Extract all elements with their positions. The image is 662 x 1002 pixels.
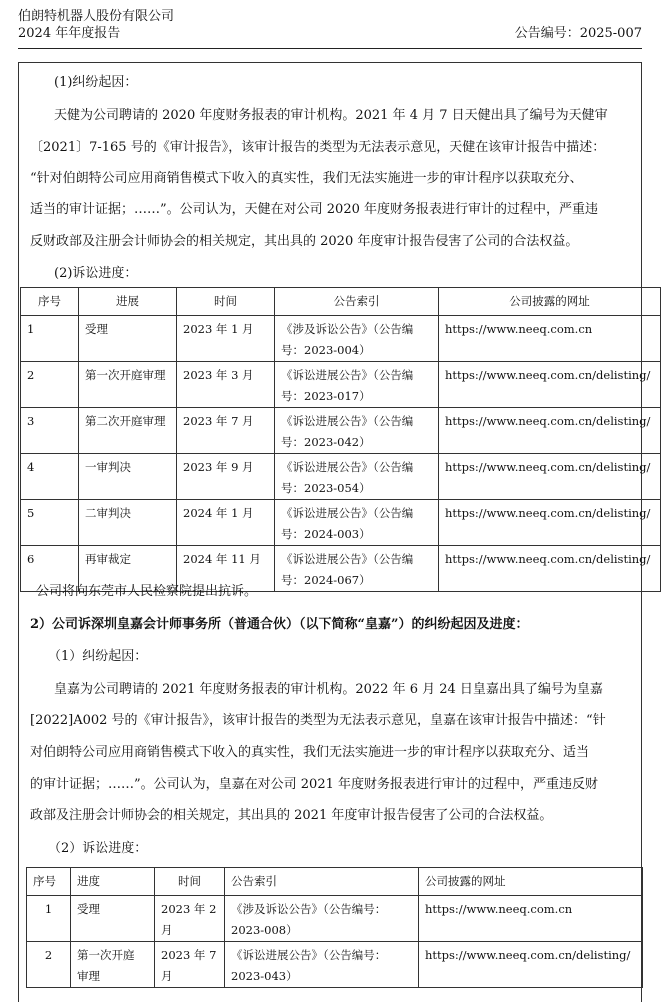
litigation-table-2	[26, 867, 643, 988]
cell-date: 2024 年 11 月	[177, 546, 275, 592]
table-row	[21, 454, 661, 500]
ref-line: 《诉讼进展公告》（公告编	[281, 552, 414, 566]
section2-origin-line: 对伯朗特公司应用商销售模式下收入的真实性，我们无法实施进一步的审计程序以获取充分、适当	[30, 745, 590, 760]
column-header: 公司披露的网址	[439, 288, 661, 316]
cell-no: 5	[21, 500, 79, 546]
cell-url[interactable]: https://www.neeq.com.cn/delisting/	[439, 500, 661, 546]
column-header: 公告索引	[225, 868, 419, 896]
cell-announcement-ref	[275, 362, 439, 408]
ref-line: 2023-043）	[231, 969, 298, 983]
cell-no: 2	[27, 942, 71, 988]
cell-stage: 受理	[79, 316, 177, 362]
column-header: 公告索引	[275, 288, 439, 316]
cell-url[interactable]: https://www.neeq.com.cn	[439, 316, 661, 362]
column-header: 进度	[71, 868, 155, 896]
date-line: 2023 年 2	[161, 902, 217, 916]
date-line: 月	[161, 923, 173, 937]
section1-origin-line: 适当的审计证据；……”。公司认为，天健在对公司 2020 年度财务报表进行审计的过程中，严重违	[30, 202, 598, 217]
cell-date: 2024 年 1 月	[177, 500, 275, 546]
ref-line: 《涉及诉讼公告》（公告编号：	[231, 902, 387, 916]
section1-origin-heading: (1)纠纷起因：	[54, 75, 138, 90]
ref-line: 号：2024-067）	[281, 573, 371, 587]
section2-origin-heading: （1）纠纷起因：	[48, 649, 148, 664]
column-header: 公司披露的网址	[419, 868, 643, 896]
cell-no: 2	[21, 362, 79, 408]
cell-url[interactable]: https://www.neeq.com.cn/delisting/	[439, 454, 661, 500]
section1-origin-line: “针对伯朗特公司应用商销售模式下收入的真实性，我们无法实施进一步的审计程序以获取充分、	[30, 171, 583, 186]
cell-date: 2023 年 1 月	[177, 316, 275, 362]
ref-line: 《诉讼进展公告》（公告编号：	[231, 948, 387, 962]
column-header: 时间	[155, 868, 225, 896]
table-header-row	[27, 868, 643, 896]
ref-line: 《诉讼进展公告》（公告编	[281, 414, 414, 428]
cell-url[interactable]: https://www.neeq.com.cn/delisting/	[439, 362, 661, 408]
section1-progress-heading: (2)诉讼进度：	[54, 266, 138, 281]
cell-announcement-ref	[275, 546, 439, 592]
table-row	[21, 408, 661, 454]
cell-no: 6	[21, 546, 79, 592]
table-header-row	[21, 288, 661, 316]
section2-origin-line: [2022]A002 号的《审计报告》，该审计报告的类型为无法表示意见，皇嘉在该审计报告中描述：“针	[30, 713, 606, 728]
ref-line: 《诉讼进展公告》（公告编	[281, 368, 414, 382]
section1-origin-line: 〔2021〕7-165 号的《审计报告》，该审计报告的类型为无法表示意见，天健在该审计报告中描述：	[30, 140, 606, 155]
cell-url[interactable]: https://www.neeq.com.cn/delisting/	[439, 408, 661, 454]
ref-line: 号：2023-042）	[281, 435, 371, 449]
section2-origin-line: 的审计证据；……”。公司认为，皇嘉在对公司 2021 年度财务报表进行审计的过程中，严重违反财	[30, 777, 598, 792]
section2-origin-line: 政部及注册会计师协会的相关规定，其出具的 2021 年度审计报告侵害了公司的合法权益。	[30, 808, 553, 823]
ref-line: 号：2024-003）	[281, 527, 371, 541]
section1-origin-line: 反财政部及注册会计师协会的相关规定，其出具的 2020 年度审计报告侵害了公司的合法权益。	[30, 234, 579, 249]
table-row	[27, 896, 643, 942]
cell-date: 2023 年 7 月	[177, 408, 275, 454]
cell-url[interactable]: https://www.neeq.com.cn/delisting/	[439, 546, 661, 592]
cell-url[interactable]: https://www.neeq.com.cn	[419, 896, 643, 942]
page-header	[18, 8, 642, 42]
cell-no: 1	[21, 316, 79, 362]
cell-date	[155, 896, 225, 942]
cell-announcement-ref	[275, 500, 439, 546]
column-header: 序号	[27, 868, 71, 896]
date-line: 2023 年 7	[161, 948, 217, 962]
cell-no: 3	[21, 408, 79, 454]
ref-line: 号：2023-004）	[281, 343, 371, 357]
ref-line: 2023-008）	[231, 923, 298, 937]
ref-line: 号：2023-017）	[281, 389, 371, 403]
ref-line: 《涉及诉讼公告》（公告编	[281, 322, 414, 336]
cell-stage	[71, 942, 155, 988]
stage-line: 第一次开庭	[77, 948, 135, 962]
cell-stage: 第二次开庭审理	[79, 408, 177, 454]
column-header: 进展	[79, 288, 177, 316]
stage-line: 审理	[77, 969, 100, 983]
cell-date	[155, 942, 225, 988]
cell-announcement-ref	[275, 408, 439, 454]
table-row	[21, 500, 661, 546]
cell-announcement-ref	[225, 896, 419, 942]
ref-line: 号：2023-054）	[281, 481, 371, 495]
ref-line: 《诉讼进展公告》（公告编	[281, 506, 414, 520]
cell-date: 2023 年 3 月	[177, 362, 275, 408]
cell-stage: 受理	[71, 896, 155, 942]
cell-no: 4	[21, 454, 79, 500]
section2-progress-heading: （2）诉讼进度：	[48, 841, 148, 856]
table-row	[21, 362, 661, 408]
section2-origin-line: 皇嘉为公司聘请的 2021 年度财务报表的审计机构。2022 年 6 月 24 日皇嘉出具了编号为皇嘉	[54, 682, 603, 697]
table-row	[21, 316, 661, 362]
section1-origin-line: 天健为公司聘请的 2020 年度财务报表的审计机构。2021 年 4 月 7 日天健出具了编号为天健审	[54, 108, 608, 123]
ref-line: 《诉讼进展公告》（公告编	[281, 460, 414, 474]
section1-note: 公司将向东莞市人民检察院提出抗诉。	[36, 584, 258, 599]
cell-stage: 二审判决	[79, 500, 177, 546]
cell-url[interactable]: https://www.neeq.com.cn/delisting/	[419, 942, 643, 988]
cell-stage: 再审裁定	[79, 546, 177, 592]
cell-no: 1	[27, 896, 71, 942]
column-header: 时间	[177, 288, 275, 316]
cell-stage: 一审判决	[79, 454, 177, 500]
litigation-table-1	[20, 287, 661, 592]
date-line: 月	[161, 969, 173, 983]
table-row	[27, 942, 643, 988]
company-name: 伯朗特机器人股份有限公司	[18, 9, 175, 24]
cell-announcement-ref	[275, 454, 439, 500]
announcement-number: 公告编号：2025-007	[514, 26, 642, 41]
cell-stage: 第一次开庭审理	[79, 362, 177, 408]
cell-announcement-ref	[225, 942, 419, 988]
report-title: 2024 年年度报告	[18, 26, 121, 41]
cell-announcement-ref	[275, 316, 439, 362]
column-header: 序号	[21, 288, 79, 316]
cell-date: 2023 年 9 月	[177, 454, 275, 500]
section2-title: 2）公司诉深圳皇嘉会计师事务所（普通合伙）（以下简称“皇嘉”）的纠纷起因及进度：	[30, 617, 529, 632]
header-divider	[18, 48, 642, 49]
